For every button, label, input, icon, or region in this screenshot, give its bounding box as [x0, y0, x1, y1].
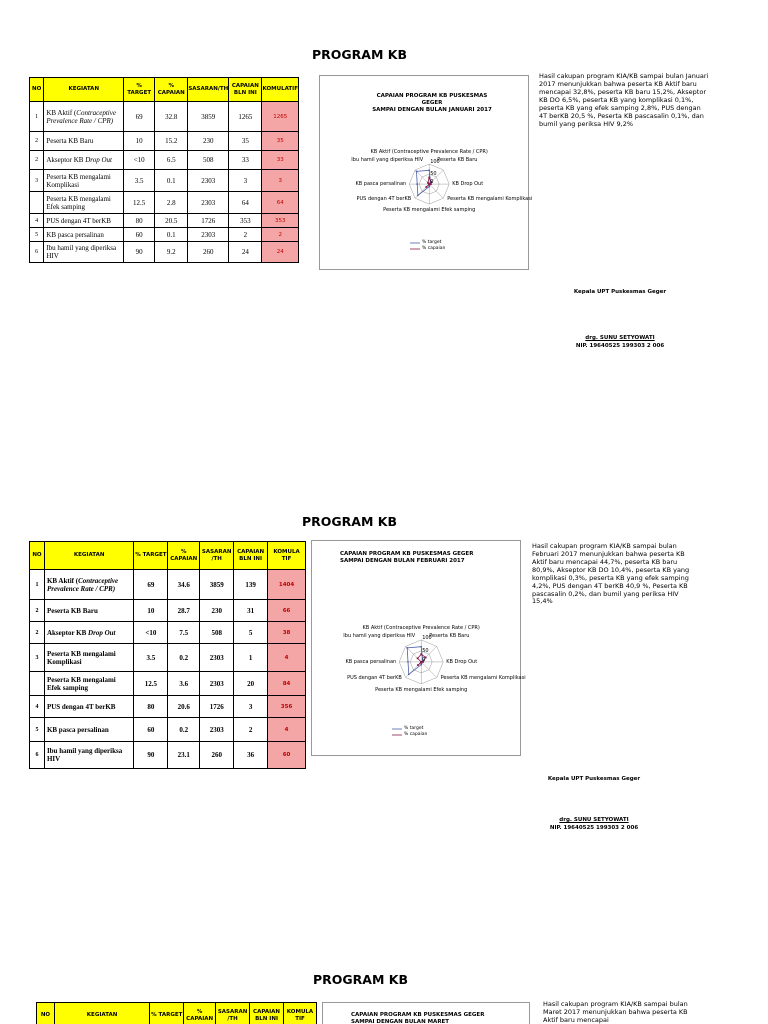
- header-target: % TARGET: [150, 1003, 184, 1024]
- cell-komulatif: 33: [262, 151, 299, 170]
- legend-label-target: % target: [404, 726, 424, 731]
- axis-label-bumil-hiv: Ibu hamil yang diperiksa HIV: [351, 157, 424, 164]
- cell-target: 10: [124, 132, 155, 151]
- page-title: PROGRAM KB: [313, 972, 408, 987]
- cell-sasaran: 1726: [200, 696, 234, 718]
- header-capaian: % CAPAIAN: [155, 78, 188, 102]
- cell-komulatif: 35: [262, 132, 299, 151]
- cell-capaian-bln: 33: [229, 151, 262, 170]
- cell-capaian: 0.2: [168, 718, 200, 742]
- kegiatan-italic: Drop Out: [85, 156, 113, 164]
- cell-no: 2: [30, 600, 45, 622]
- signature-name: drg. SUNU SETYOWATI: [559, 817, 629, 823]
- cell-no: 4: [30, 696, 45, 718]
- cell-target: 60: [124, 228, 155, 242]
- cell-sasaran: 508: [200, 622, 234, 644]
- cell-capaian-bln: 2: [229, 228, 262, 242]
- cell-capaian: 32.8: [155, 102, 188, 132]
- axis-label-efek-samping: Peserta KB mengalami Efek samping: [383, 207, 476, 214]
- kegiatan-text: Akseptor KB: [46, 628, 89, 637]
- kegiatan-text: KB pasca persalinan: [46, 230, 104, 239]
- kegiatan-italic: Contraceptive Prevalence Rate / CPR): [46, 108, 116, 125]
- chart-title-line2: SAMPAI DENGAN BULAN MARET: [351, 1019, 450, 1024]
- cell-capaian-bln: 139: [234, 570, 268, 600]
- cell-komulatif: 353: [262, 214, 299, 228]
- cell-capaian: 28.7: [168, 600, 200, 622]
- axis-label-komplikasi: Peserta KB mengalami Komplikasi: [447, 196, 533, 203]
- header-capaian: % CAPAIAN: [184, 1003, 216, 1024]
- cell-capaian-bln: 1: [234, 644, 268, 672]
- cell-capaian-bln: 31: [234, 600, 268, 622]
- description: Hasil cakupan program KIA/KB sampai bulan Januari 2017 menunjukkan bahwa peserta KB Aktif baru mencapai 32,8%, peserta KB baru 15,2%, Akseptor KB DO 6,5%, peserta KB yang komplikasi 0,1%, peserta KB yang efek samping 2,8%, PUS dengan 4T berKB 20,5 %, Peserta KB pascasalin 0,1%, dan bumil yang periksa HIV 9,2%: [539, 72, 709, 128]
- header-komulatif: KOMULA TIF: [268, 542, 306, 570]
- kegiatan-text: Ibu hamil yang diperiksa HIV: [46, 244, 117, 260]
- header-target: % TARGET: [124, 78, 155, 102]
- kegiatan-text: Peserta KB mengalami Efek samping: [46, 675, 116, 692]
- axis-label-pasca-salin: KB pasca persalinan: [345, 658, 397, 665]
- cell-komulatif: 60: [268, 742, 306, 769]
- cell-capaian-bln: 353: [229, 214, 262, 228]
- cell-target: 69: [124, 102, 155, 132]
- signature-role: Kepala UPT Puskesmas Geger: [573, 289, 667, 295]
- kegiatan-text: Peserta KB mengalami Efek samping: [46, 194, 111, 211]
- chart-title-line1: CAPAIAN PROGRAM KB PUSKESMAS GEGER: [351, 1012, 485, 1018]
- cell-no: 6: [30, 742, 45, 769]
- signature-nip: NIP. 19640525 199303 2 006: [575, 343, 665, 349]
- cell-capaian: 23.1: [168, 742, 200, 769]
- cell-no: 5: [30, 718, 45, 742]
- cell-komulatif: 2: [262, 228, 299, 242]
- cell-capaian-bln: 2: [234, 718, 268, 742]
- kegiatan-text: PUS dengan 4T berKB: [46, 216, 111, 225]
- scale-label-zero: 0: [430, 179, 434, 186]
- kegiatan-text: Akseptor KB: [46, 156, 86, 164]
- description: Hasil cakupan program KIA/KB sampai bulan Maret 2017 menunjukkan bahwa peserta KB Aktif baru mencapai: [543, 1000, 688, 1024]
- radar-chart-partial: [322, 1002, 530, 1024]
- header-capaian-bln: CAPAIAN BLN INI: [250, 1003, 284, 1024]
- signature-nip: NIP. 19640525 199303 2 006: [549, 825, 639, 831]
- cell-capaian: 0.1: [155, 228, 188, 242]
- axis-label-drop-out: KB Drop Out: [446, 658, 478, 665]
- cell-komulatif: 356: [268, 696, 306, 718]
- header-capaian-bln: CAPAIAN BLN INI: [234, 542, 268, 570]
- cell-komulatif: 38: [268, 622, 306, 644]
- cell-capaian-bln: 36: [234, 742, 268, 769]
- axis-label-bumil-hiv: Ibu hamil yang diperiksa HIV: [343, 632, 416, 639]
- axis-label-pus-4t: PUS dengan 4T berKB: [347, 675, 402, 682]
- cell-no: 2: [30, 151, 44, 170]
- cell-capaian-bln: 5: [234, 622, 268, 644]
- cell-target: 12.5: [124, 192, 155, 214]
- cell-capaian: 20.6: [168, 696, 200, 718]
- header-capaian: % CAPAIAN: [168, 542, 200, 570]
- scale-label-max: 100: [430, 159, 440, 166]
- cell-sasaran: 2303: [200, 718, 234, 742]
- header-kegiatan: KEGIATAN: [54, 1003, 149, 1024]
- legend-label-capaian: % capaian: [422, 246, 446, 251]
- header-no: NO: [30, 542, 45, 570]
- cell-komulatif: 1404: [268, 570, 306, 600]
- cell-capaian-bln: 3: [229, 170, 262, 192]
- cell-target: <10: [134, 622, 168, 644]
- cell-capaian-bln: 1265: [229, 102, 262, 132]
- cell-sasaran: 260: [200, 742, 234, 769]
- cell-capaian-bln: 3: [234, 696, 268, 718]
- header-no: NO: [30, 78, 44, 102]
- axis-label-efek-samping: Peserta KB mengalami Efek samping: [375, 686, 468, 693]
- page-title: PROGRAM KB: [302, 514, 397, 529]
- cell-target: 60: [134, 718, 168, 742]
- cell-no: 4: [30, 214, 44, 228]
- cell-komulatif: 4: [268, 718, 306, 742]
- axis-label-kb-aktif: KB Aktif (Contraceptive Prevalence Rate / CPR): [362, 624, 480, 631]
- chart-title-line1: CAPAIAN PROGRAM KB PUSKESMAS GEGER: [376, 93, 488, 107]
- cell-capaian-bln: 20: [234, 672, 268, 696]
- cell-komulatif: 3: [262, 170, 299, 192]
- cell-target: 10: [134, 600, 168, 622]
- kegiatan-text: Ibu hamil yang diperiksa HIV: [46, 747, 123, 763]
- header-komulatif: KOMULA TIF: [284, 1003, 317, 1024]
- cell-capaian: 3.6: [168, 672, 200, 696]
- cell-no: 1: [30, 570, 45, 600]
- cell-capaian: 7.5: [168, 622, 200, 644]
- cell-capaian-bln: 24: [229, 242, 262, 263]
- cell-no: 1: [30, 102, 44, 132]
- kegiatan-italic: Contraceptive Prevalence Rate / CPR): [46, 576, 119, 593]
- signature-role: Kepala UPT Puskesmas Geger: [547, 776, 641, 782]
- header-sasaran: SASARAN/TH: [188, 78, 229, 102]
- cell-target: 90: [134, 742, 168, 769]
- kegiatan-italic: Drop Out: [88, 628, 116, 637]
- cell-sasaran: 3859: [188, 102, 229, 132]
- page-title: PROGRAM KB: [312, 47, 407, 62]
- kegiatan-text: PUS dengan 4T berKB: [46, 702, 116, 711]
- chart-title-line1: CAPAIAN PROGRAM KB PUSKESMAS GEGER: [340, 551, 474, 557]
- axis-label-komplikasi: Peserta KB mengalami Komplikasi: [440, 675, 526, 682]
- chart-title-line2: SAMPAI DENGAN BULAN JANUARI 2017: [372, 107, 492, 114]
- header-kegiatan: KEGIATAN: [44, 78, 124, 102]
- signature-name: drg. SUNU SETYOWATI: [585, 335, 655, 341]
- legend-label-capaian: % capaian: [404, 732, 428, 737]
- cell-sasaran: 2303: [188, 228, 229, 242]
- kegiatan-text: Peserta KB mengalami Komplikasi: [46, 172, 111, 189]
- axis-label-kb-baru: Peserta KB Baru: [437, 157, 478, 164]
- kegiatan-text: KB Aktif (: [46, 576, 79, 585]
- cell-target: 3.5: [134, 644, 168, 672]
- header-target: % TARGET: [134, 542, 168, 570]
- cell-sasaran: 2303: [188, 170, 229, 192]
- cell-sasaran: 230: [188, 132, 229, 151]
- header-komulatif: KOMULATIF: [262, 78, 299, 102]
- chart-title-line2: SAMPAI DENGAN BULAN FEBRUARI 2017: [340, 558, 465, 565]
- cell-komulatif: 64: [262, 192, 299, 214]
- cell-sasaran: 260: [188, 242, 229, 263]
- axis-label-pasca-salin: KB pasca persalinan: [355, 181, 407, 188]
- kegiatan-text: KB pasca persalinan: [46, 725, 109, 734]
- kegiatan-text: Peserta KB mengalami Komplikasi: [46, 649, 116, 666]
- scale-label-mid: 50: [422, 647, 429, 654]
- cell-capaian: 34.6: [168, 570, 200, 600]
- cell-no: 2: [30, 622, 45, 644]
- axis-label-kb-aktif: KB Aktif (Contraceptive Prevalence Rate / CPR): [370, 149, 488, 156]
- cell-sasaran: 2303: [200, 644, 234, 672]
- cell-komulatif: 84: [268, 672, 306, 696]
- axis-label-drop-out: KB Drop Out: [452, 181, 484, 188]
- cell-target: 3.5: [124, 170, 155, 192]
- cell-sasaran: 230: [200, 600, 234, 622]
- cell-capaian-bln: 64: [229, 192, 262, 214]
- cell-no: 2: [30, 132, 44, 151]
- axis-label-kb-baru: Peserta KB Baru: [429, 632, 470, 639]
- cell-target: 80: [134, 696, 168, 718]
- kegiatan-text: KB Aktif (: [46, 108, 77, 117]
- header-capaian-bln: CAPAIAN BLN INI: [229, 78, 262, 102]
- cell-sasaran: 1726: [188, 214, 229, 228]
- cell-capaian: 9.2: [155, 242, 188, 263]
- cell-capaian: 6.5: [155, 151, 188, 170]
- kb-table-partial: [36, 1002, 317, 1024]
- cell-capaian: 15.2: [155, 132, 188, 151]
- cell-capaian-bln: 35: [229, 132, 262, 151]
- cell-komulatif: 66: [268, 600, 306, 622]
- cell-sasaran: 3859: [200, 570, 234, 600]
- cell-target: 12.5: [134, 672, 168, 696]
- axis-label-pus-4t: PUS dengan 4T berKB: [356, 196, 412, 203]
- cell-komulatif: 1265: [262, 102, 299, 132]
- legend-label-target: % target: [422, 240, 442, 245]
- kegiatan-text: Peserta KB Baru: [46, 137, 94, 145]
- cell-target: 90: [124, 242, 155, 263]
- cell-capaian: 2.8: [155, 192, 188, 214]
- cell-sasaran: 2303: [200, 672, 234, 696]
- cell-no: 6: [30, 242, 44, 263]
- cell-komulatif: 24: [262, 242, 299, 263]
- cell-target: <10: [124, 151, 155, 170]
- kegiatan-text: Peserta KB Baru: [46, 606, 98, 615]
- cell-sasaran: 2303: [188, 192, 229, 214]
- cell-capaian: 20.5: [155, 214, 188, 228]
- cell-sasaran: 508: [188, 151, 229, 170]
- cell-komulatif: 4: [268, 644, 306, 672]
- cell-no: 3: [30, 644, 45, 672]
- scale-label-mid: 50: [430, 171, 437, 178]
- cell-no: 5: [30, 228, 44, 242]
- header-sasaran: SASARAN /TH: [216, 1003, 250, 1024]
- description: Hasil cakupan program KIA/KB sampai bulan Februari 2017 menunjukkan bahwa peserta KB Aktif baru mencapai 44,7%, peserta KB baru 80,9%, Akseptor KB DO 10,4%, peserta KB yang komplikasi 0,3%, peserta KB yang efek samping 4,2%, PUS dengan 4T berKB 40,9 %, Peserta KB pascasalin 0,2%, dan bumil yang periksa HIV 15,4%: [532, 542, 690, 606]
- cell-target: 80: [124, 214, 155, 228]
- scale-label-zero: 0: [422, 656, 426, 663]
- header-no: NO: [37, 1003, 55, 1024]
- cell-no: 3: [30, 170, 44, 192]
- header-kegiatan: KEGIATAN: [44, 542, 133, 570]
- cell-capaian: 0.2: [168, 644, 200, 672]
- header-sasaran: SASARAN /TH: [200, 542, 234, 570]
- cell-capaian: 0.1: [155, 170, 188, 192]
- cell-target: 69: [134, 570, 168, 600]
- scale-label-max: 100: [422, 634, 432, 641]
